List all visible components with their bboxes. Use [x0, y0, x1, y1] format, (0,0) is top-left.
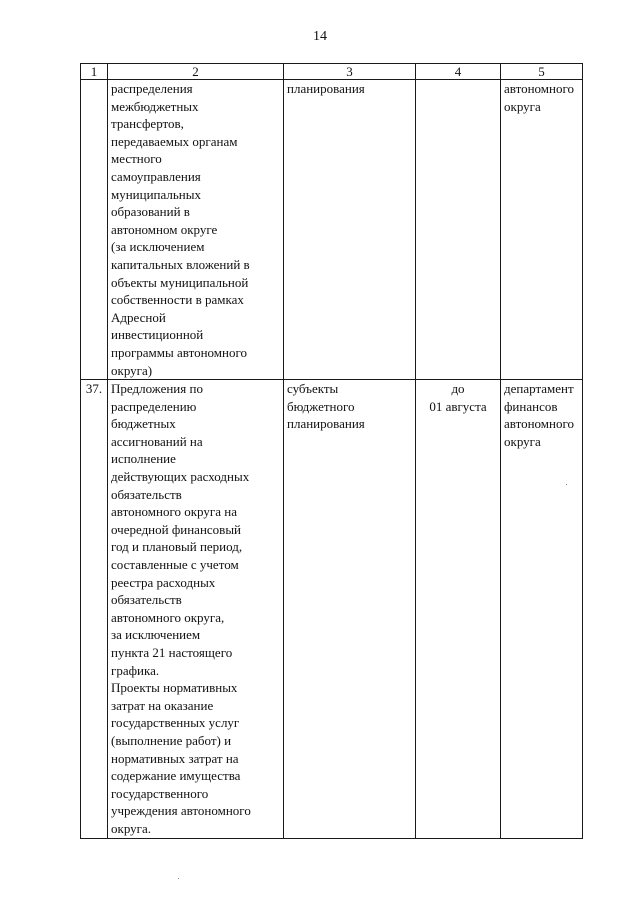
table-row-continued	[81, 80, 583, 380]
text-line: реестра расходных	[111, 574, 216, 590]
text-line: инвестиционной	[111, 327, 204, 343]
row-number-cell	[81, 80, 108, 380]
text-line: капитальных вложений в	[111, 256, 250, 272]
text-line: исполнение	[111, 451, 176, 467]
scan-speck	[566, 484, 567, 485]
text-line: муниципальных	[111, 186, 202, 202]
text-line: действующих расходных	[111, 469, 250, 485]
text-line: субъекты	[287, 381, 339, 397]
text-line: самоуправления	[111, 168, 201, 184]
column-header-1: 1	[81, 64, 108, 80]
text-line: очередной финансовый	[111, 521, 242, 537]
text-line: передаваемых органам	[111, 133, 238, 149]
text-line: графика.	[111, 662, 160, 678]
text-line: пункта 21 настоящего	[111, 645, 233, 660]
text-line: программы автономного	[111, 344, 247, 360]
text-line: округа	[504, 98, 541, 114]
schedule-table	[80, 63, 583, 839]
responsible-cell	[284, 80, 416, 380]
text-line: (за исключением	[111, 239, 205, 255]
text-line: затрат на оказание	[111, 697, 214, 713]
text-line: Предложения по	[111, 381, 203, 397]
text-line: бюджетных	[111, 416, 176, 432]
text-line: финансов	[504, 398, 558, 414]
row-number-cell: 37.	[81, 380, 108, 838]
text-line: составленные с учетом	[111, 557, 239, 573]
text-line: местного	[111, 151, 162, 167]
text-line: распределению	[111, 398, 197, 414]
text-line: нормативных затрат на	[111, 750, 239, 766]
text-line: автономного округа,	[111, 609, 225, 625]
text-line: автономного округа на	[111, 504, 237, 520]
page-number: 14	[313, 29, 327, 44]
text-line: за исключением	[111, 627, 201, 643]
text-line: год и плановый период,	[111, 539, 243, 555]
text-line: образований в	[111, 204, 190, 220]
text-line: 01 августа	[429, 398, 487, 414]
text-line: автономного	[504, 416, 574, 432]
text-line: планирования	[287, 81, 365, 96]
text-line: бюджетного	[287, 398, 355, 414]
text-line: Адресной	[111, 309, 166, 325]
description-cell	[108, 380, 284, 838]
table-header-row	[81, 64, 583, 80]
table-row-37	[81, 380, 583, 838]
text-line: государственных услуг	[111, 715, 240, 731]
text-line: округа	[504, 433, 541, 449]
text-line: до	[451, 381, 465, 397]
text-line: ассигнований на	[111, 433, 203, 449]
text-line: обязательств	[111, 592, 182, 608]
column-header-5: 5	[501, 64, 583, 80]
text-line: планирования	[287, 416, 365, 432]
text-line: государственного	[111, 785, 209, 801]
scan-speck	[178, 878, 179, 879]
description-cell	[108, 80, 284, 380]
text-line: содержание имущества	[111, 768, 241, 784]
column-header-2: 2	[108, 64, 284, 80]
text-line: Проекты нормативных	[111, 680, 238, 696]
text-line: автономного	[504, 81, 574, 96]
text-line: (выполнение работ) и	[111, 732, 232, 748]
recipient-cell	[501, 380, 583, 838]
recipient-cell	[501, 80, 583, 380]
text-line: округа)	[111, 362, 153, 378]
deadline-cell	[416, 80, 501, 380]
responsible-cell	[284, 380, 416, 838]
text-line: округа.	[111, 820, 151, 836]
text-line: автономном округе	[111, 221, 218, 237]
column-header-3: 3	[284, 64, 416, 80]
text-line: объекты муниципальной	[111, 274, 249, 290]
text-line: обязательств	[111, 486, 182, 502]
text-line: собственности в рамках	[111, 292, 244, 308]
text-line: департамент	[504, 381, 574, 397]
column-header-4: 4	[416, 64, 501, 80]
deadline-cell	[416, 380, 501, 838]
text-line: распределения	[111, 81, 193, 96]
text-line: межбюджетных	[111, 98, 199, 114]
text-line: трансфертов,	[111, 116, 184, 132]
text-line: учреждения автономного	[111, 803, 251, 819]
